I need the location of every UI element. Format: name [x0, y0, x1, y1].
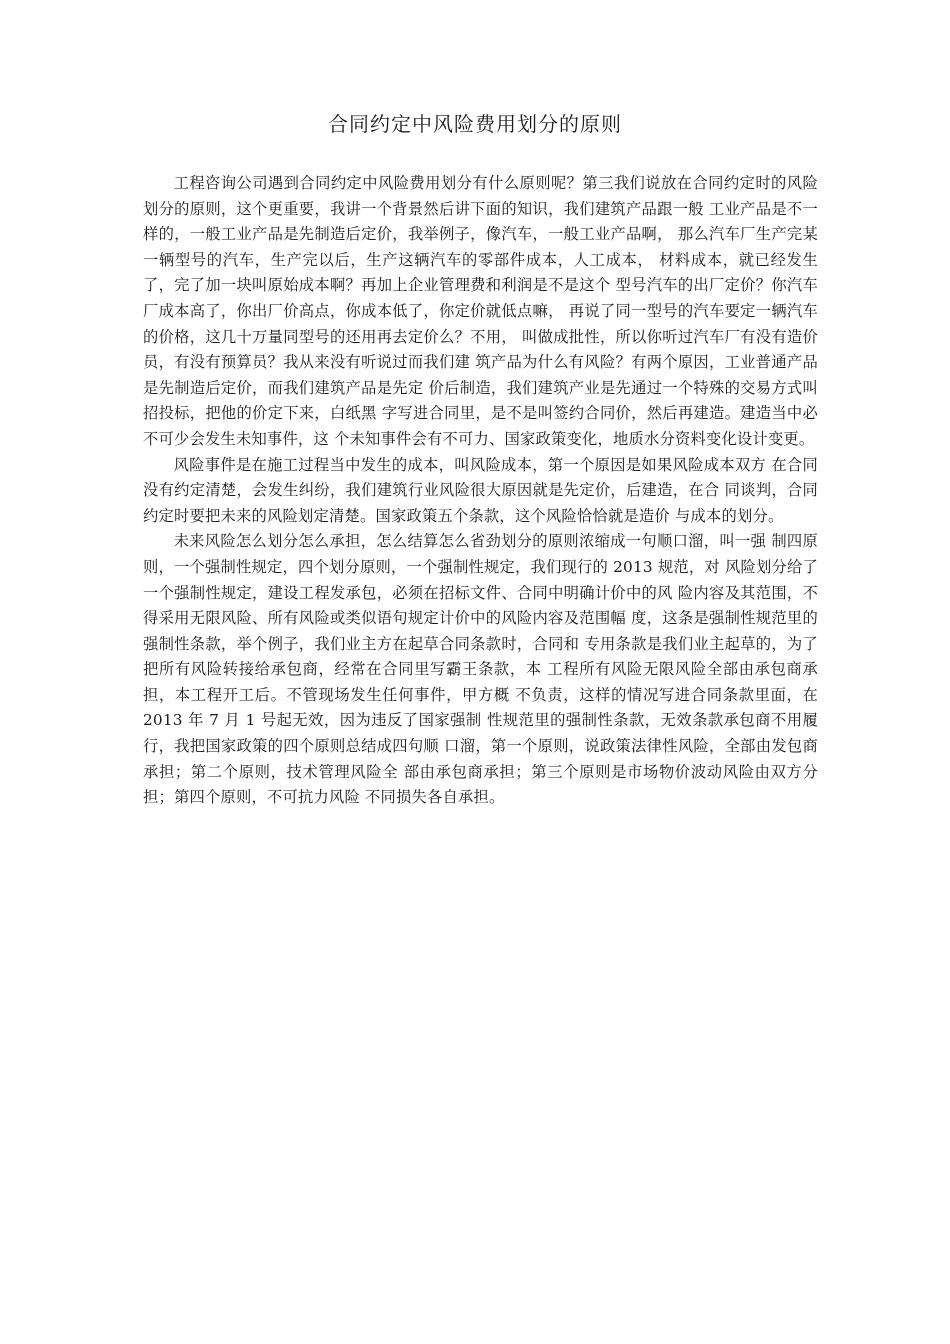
- paragraph-risk-principles: 未来风险怎么划分怎么承担，怎么结算怎么省劲划分的原则浓缩成一句顺口溜，叫一强 制四原则，一个强制性规定，四个划分原则，一个强制性规定，我们现行的 2013 规范，对 风险划分给了一个强制性规定，建设工程发承包，必须在招标文件、合同中明确计价中的风 险内容及其范围，不得采用无限风险、所有风险或类似语句规定计价中的风险内容及范围幅 度，这条是强制性规范里的强制性条款，举个例子，我们业主方在起草合同条款时，合同和 专用条款是我们业主起草的，为了把所有风险转接给承包商，经常在合同里写霸王条款，本 工程所有风险无限风险全部由承包商承担，本工程开工后。不管现场发生任何事件，甲方概 不负责，这样的情况写进合同条款里面，在 2013 年 7 月 1 号起无效，因为违反了国家强制 性规范里的强制性条款，无效条款承包商不用履行，我把国家政策的四个原则总结成四句顺 口溜，第一个原则，说政策法律性风险，全部由发包商承担；第二个原则，技术管理风险全 部由承包商承担；第三个原则是市场物价波动风险由双方分担；第四个原则，不可抗力风险 不同损失各自承担。: [143, 532, 818, 807]
- paragraph-risk-events: 风险事件是在施工过程当中发生的成本，叫风险成本，第一个原因是如果风险成本双方 在合同没有约定清楚，会发生纠纷，我们建筑行业风险很大原因就是先定价，后建造，在合 同谈判，合同约定时要把未来的风险划定清楚。国家政策五个条款，这个风险恰恰就是造价 与成本的划分。: [143, 455, 818, 525]
- paragraph-background: 工程咨询公司遇到合同约定中风险费用划分有什么原则呢？第三我们说放在合同约定时的风险划分的原则，这个更重要，我讲一个背景然后讲下面的知识，我们建筑产品跟一般 工业产品是不一样的，一般工业产品是先制造后定价，我举例子，像汽车，一般工业产品啊， 那么汽车厂生产完某一辆型号的汽车，生产完以后，生产这辆汽车的零部件成本，人工成本， 材料成本，就已经发生了，完了加一块叫原始成本啊？再加上企业管理费和利润是不是这个 型号汽车的出厂定价？你汽车厂成本高了，你出厂价高点，你成本低了，你定价就低点嘛， 再说了同一型号的汽车要定一辆汽车的价格，这几十万量同型号的还用再去定价么？不用， 叫做成批性，所以你听过汽车厂有没有造价员，有没有预算员？我从来没有听说过而我们建 筑产品为什么有风险？有两个原因，工业普通产品是先制造后定价，而我们建筑产品是先定 价后制造，我们建筑产业是先通过一个特殊的交易方式叫招投标，把他的价定下来，白纸黑 字写进合同里，是不是叫签约合同价，然后再建造。建造当中必不可少会发生未知事件，这 个未知事件会有不可力、国家政策变化，地质水分资料变化设计变更。: [143, 174, 818, 448]
- document-title: 合同约定中风险费用划分的原则: [328, 112, 622, 136]
- document-body: [143, 171, 818, 811]
